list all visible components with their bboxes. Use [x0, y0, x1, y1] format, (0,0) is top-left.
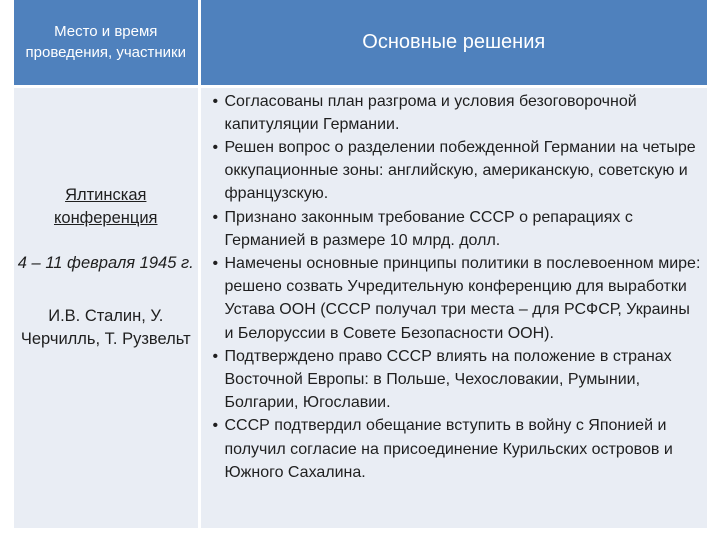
table-header-row	[14, 0, 707, 86]
conference-participants: И.В. Сталин, У. Черчилль, Т. Рузвельт	[20, 306, 191, 348]
bullet-icon: •	[212, 254, 219, 272]
table-row	[14, 86, 707, 528]
decision-text: Подтверждено право СССР влиять на положение в странах Восточной Европы: в Польше, Чехословакии, Румынии, Болгарии, Югославии.	[224, 347, 672, 412]
list-item	[207, 345, 702, 415]
bullet-icon: •	[212, 92, 219, 110]
list-item	[207, 252, 702, 345]
conference-name: Ялтинская конференция	[53, 185, 158, 227]
decisions-cell	[199, 86, 707, 528]
decision-text: Решен вопрос о разделении побежденной Германии на четыре оккупационные зоны: английскую, американскую, советскую и французскую.	[224, 138, 696, 203]
header-main-decisions: Основные решения	[199, 0, 707, 86]
decision-text: СССР подтвердил обещание вступить в войну с Японией и получил согласие на присоединение Курильских островов и Южного Сахалина.	[224, 417, 673, 481]
list-item	[207, 90, 702, 136]
decision-text: Признано законным требование СССР о репарациях с Германией в размере 10 млрд. долл.	[224, 208, 633, 249]
bullet-icon: •	[212, 208, 219, 226]
bullet-icon: •	[212, 417, 219, 435]
bullet-icon: •	[212, 347, 219, 365]
decision-text: Намечены основные принципы политики в послевоенном мире: решено созвать Учредительную конференцию для выработки Устава ООН (СССР получал три места – для РСФСР, Украины и Белоруссии в Совете Безопасности ООН).	[224, 254, 701, 342]
decisions-list	[207, 90, 702, 484]
decision-text: Согласованы план разгрома и условия безоговорочной капитуляции Германии.	[224, 92, 637, 133]
list-item	[207, 414, 702, 484]
bullet-icon: •	[212, 138, 219, 156]
conference-date: 4 – 11 февраля 1945 г.	[17, 253, 194, 272]
list-item	[207, 206, 702, 252]
conference-info-cell	[14, 86, 199, 528]
decisions-table	[14, 0, 707, 528]
header-place-time-participants: Место и время проведения, участники	[14, 0, 199, 86]
list-item	[207, 136, 702, 206]
